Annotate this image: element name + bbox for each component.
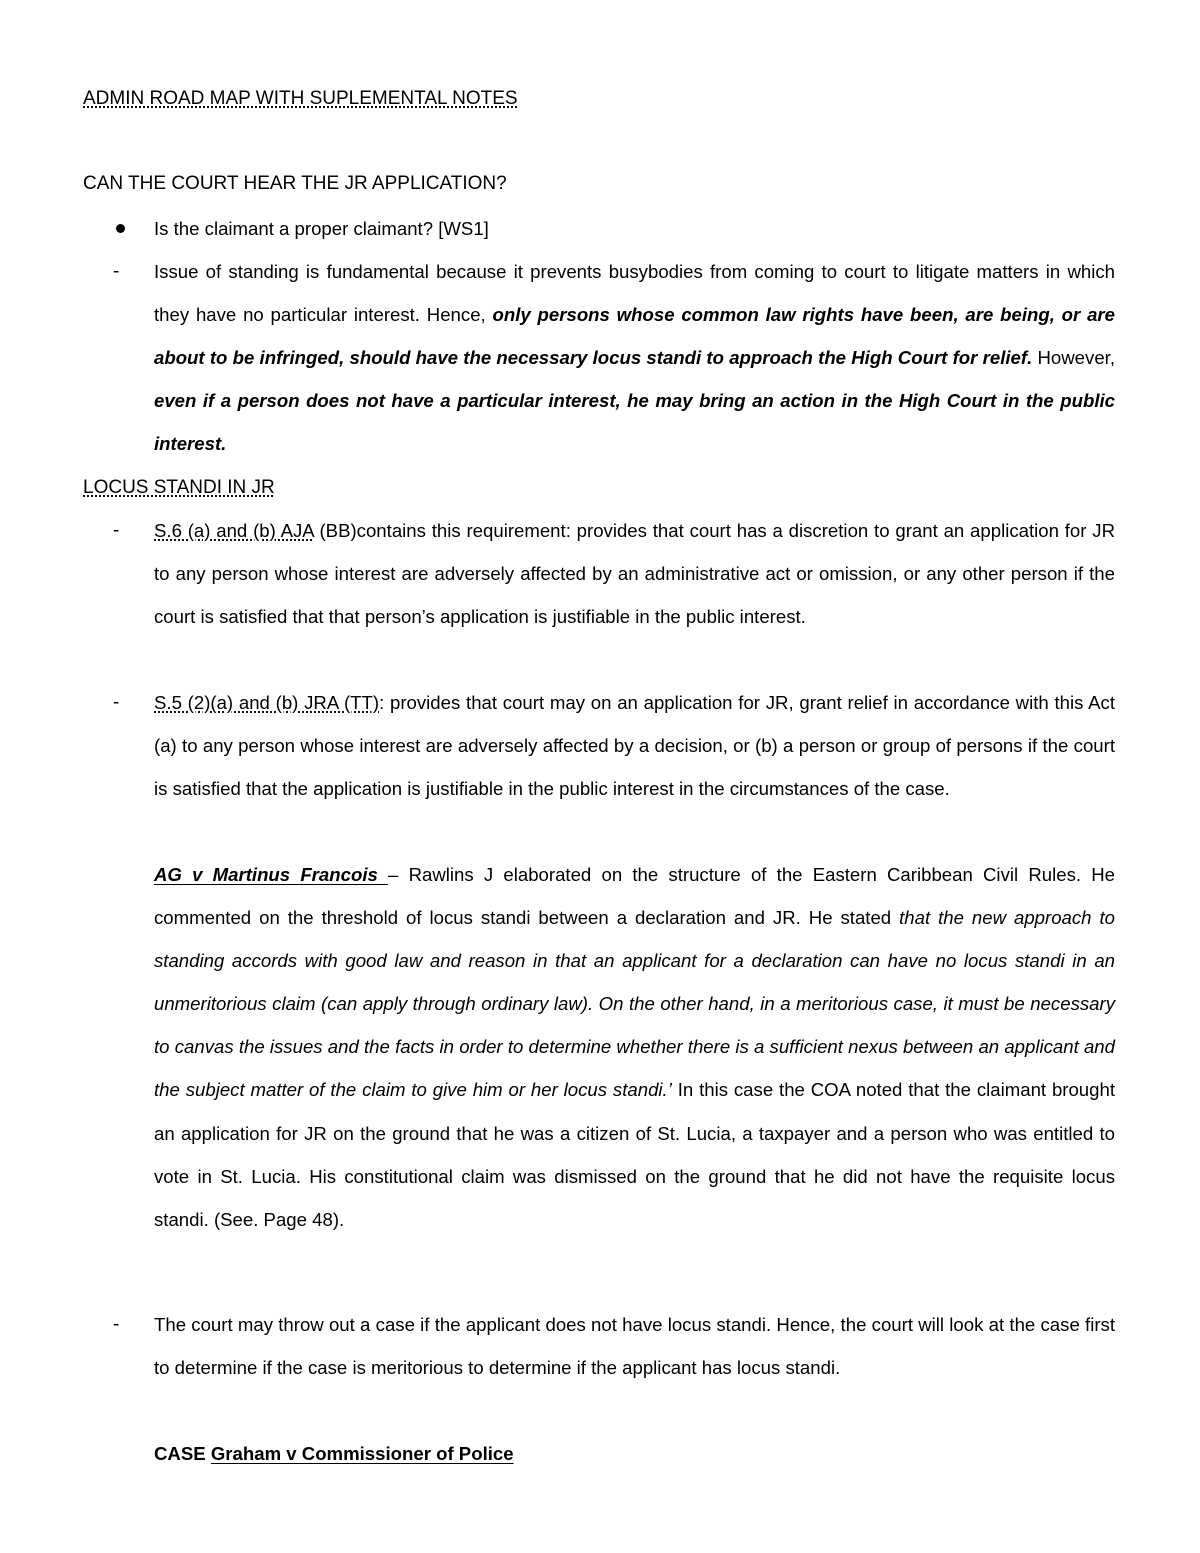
jra-reference: S.5 (2)(a) and (b) JRA (TT) [154,692,380,713]
francois-text-b: In this case the COA noted that the claimant brought an application for JR on the ground that he was a citizen of St. Lucia, a taxpayer and a person who was entitled to vote in St. Lucia. His constitutional claim was dismissed on the ground that he did not have the requisite locus standi. (See. Page 48). [154,1079,1116,1230]
standing-emphasis-a: only persons whose common law rights have been, are being, or are about to be infringed, should have the necessary locus standi to approach the High Court for relief. [154,304,1116,369]
graham-case-name: Graham v Commissioner of Police [210,1443,514,1464]
throw-out-paragraph: The court may throw out a case if the applicant does not have locus standi. Hence, the court will look at the case first to determine if the case is meritorious to determine if the applicant has locus standi. [154,1314,1115,1379]
jra-text: : provides that court may on an application for JR, grant relief in accordance with this Act (a) to any person whose interest are adversely affected by a decision, or (b) a person or group of persons if the court is satisfied that the application is justifiable in the public interest in the circumstances of the case. [154,692,1116,800]
dash-marker: - [113,1314,120,1335]
francois-text-a: – Rawlins J elaborated on the structure of the Eastern Caribbean Civil Rules. He commented on the threshold of locus standi between a declaration and JR. He stated [154,864,1116,929]
jra-paragraph [154,681,1115,810]
francois-quote: that the new approach to standing accords with good law and reason in that an applicant for a declaration can have no locus standi in an unmeritorious claim (can apply through ordinary law). On the other hand, in a meritorious case, it must be necessary to canvas the issues and the facts in order to determine whether there is a sufficient nexus between an applicant and the subject matter of the claim to give him or her locus standi.’ [154,907,1115,1101]
standing-paragraph [154,250,1115,465]
standing-text-a: Issue of standing is fundamental because it prevents busybodies from coming to court to litigate matters in which they have no particular interest. Hence, [154,261,1115,326]
standing-text-b: However, [1032,347,1115,369]
locus-standi-heading [83,475,275,501]
aja-paragraph [154,509,1115,638]
dash-marker: - [113,692,120,713]
francois-case-paragraph [154,853,1115,1241]
francois-case-name: AG v Martinus Francois [154,864,389,885]
question-heading: CAN THE COURT HEAR THE JR APPLICATION? [83,173,507,194]
aja-reference: S.6 (a) and (b) AJA [154,520,314,541]
dash-marker: - [113,520,120,541]
document-title: ADMIN ROAD MAP WITH SUPLEMENTAL NOTES [83,88,518,109]
graham-case-line [154,1432,1115,1475]
dash-marker: - [113,261,120,282]
locus-standi-heading-text: LOCUS STANDI IN JR [83,477,275,498]
bullet-proper-claimant: Is the claimant a proper claimant? [WS1] [154,218,489,239]
case-prefix: CASE [154,1443,211,1464]
standing-emphasis-b: even if a person does not have a particular interest, he may bring an action in the High Court in the public interest. [154,390,1115,455]
aja-text: (BB)contains this requirement: provides that court has a discretion to grant an application for JR to any person whose interest are adversely affected by an administrative act or omission, or any other person if the court is satisfied that that person’s application is justifiable in the public interest. [154,520,1115,628]
bullet-dot-icon [116,224,125,233]
